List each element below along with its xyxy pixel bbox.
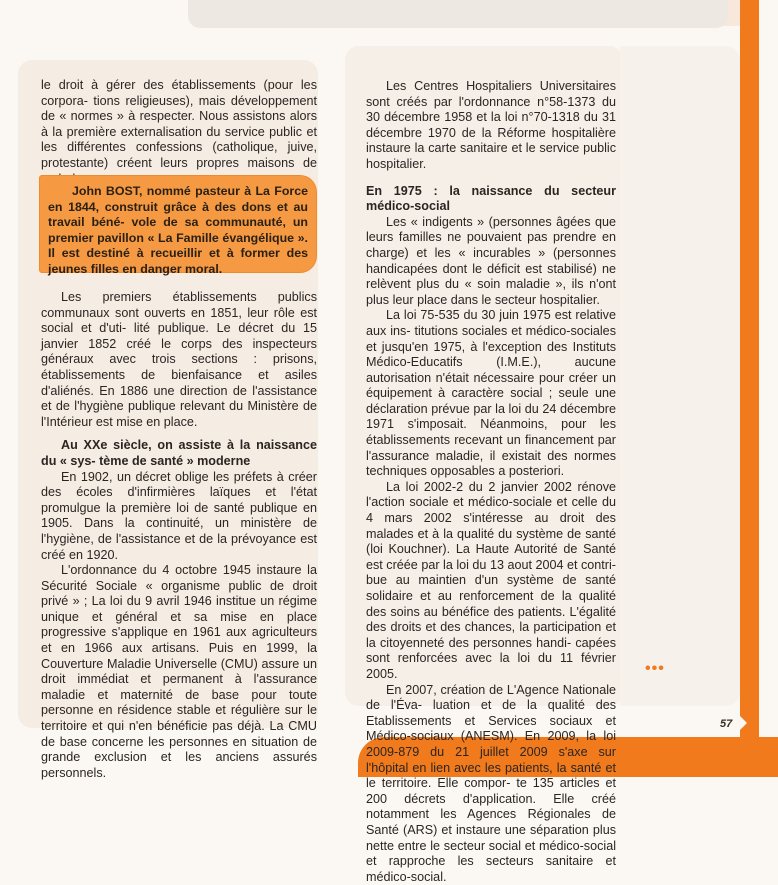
text-line: le droit à gérer des établissements (pour les corpora- [41,78,317,108]
indigents-paragraph [366,215,616,309]
text-line: titutions sociales et médico-sociales et jusqu'en 1975, [366,323,616,354]
text-line: n'en bénéficie pas déjà. La CMU de base concerne [41,719,317,749]
text-line: l'hygiène publique relevant du Ministère de l'Intérieur [41,399,317,429]
text-line: Néanmoins, pour les établissements recevant un [366,417,616,448]
text-line: par l'ordonnance n°58-1373 du 30 décembre 1958 [366,94,616,125]
text-line: s'intéresse au droit des malades et à la qualité du [366,511,616,541]
callout-line: 1844, construit grâce à des dons et au travail béné- [48,199,308,230]
text-line: Sécurité Sociale « organisme public de droit privé » ; [41,578,317,609]
decorative-dots: ••• [645,660,665,677]
text-line: à respecter. Nous assistons alors à la première [41,109,317,139]
text-line: 1961 aux agriculteurs et en 1966 aux artisans. Puis [41,625,317,656]
text-line: Réforme hospitalière instaure la carte sanitaire et le [366,125,616,156]
john-bost-callout [40,176,316,276]
text-line: sont ouverts en 1851, leur rôle est social et d'uti- [41,305,317,336]
text-line: sociale et médico-sociale et celle du 4 mars 2002 [366,495,616,526]
text-line: normes techniques opposables a posteriori. [366,448,616,479]
left-column [41,78,317,187]
callout-line: à former des jeunes filles en danger moral. [48,246,308,276]
text-line: anciens assurés personnels. [41,750,317,780]
page-chevron-icon [740,716,747,730]
text-line: aucune autorisation n'était nécessaire pour créer un [366,355,616,385]
text-line: sociaux et Médico-sociaux (ANESM). En 2009, la loi [366,713,617,744]
text-line: L'ordonnance du 4 octobre 1945 instaure la [61,563,317,578]
text-line: général et sa mise en place progressive s'applique en [41,609,318,640]
text-line: La loi 75-535 du 30 juin 1975 est relative aux ins- [366,308,616,338]
text-line: service public hospitalier. [366,141,616,171]
text-line: Les « indigents » (personnes âgées que leurs [366,214,616,245]
paragraph-1902 [41,470,317,564]
text-line: confessions (catholique, juive, protestante) créent [41,140,317,170]
heading-line: Au XXe siècle, on assiste à la naissance du « sys- [41,438,317,468]
text-line: créé notamment les Agences Régionales de Santé [366,791,616,837]
paragraph-1945 [41,563,317,781]
chu-paragraph [366,79,616,173]
text-line: assure un droit immédiat et permanent à l'assurance [41,656,317,687]
text-line: luation et de la qualité des Etablissements et Services [366,698,616,728]
text-line: n'ont plus leur place dans le secteur hospitalier. [366,277,616,307]
callout-line: Famille évangélique ». Il est destiné à recueillir et [48,230,308,261]
text-line: avec les patients, la santé et le territoire. Elle compor- [366,760,616,791]
text-line: en résidence stable et régulière sur le territoire et qui [41,703,317,734]
section-heading-20th-century [41,438,317,469]
heading-line: tème de santé » moderne [99,453,251,468]
callout-text [48,184,308,278]
text-line: la première loi de santé publique en 1905. Dans la [41,500,317,531]
text-line: Les premiers établissements publics communaux [41,290,317,320]
loi-2002-paragraph [366,480,616,683]
text-line: bue au maintien d'un système de santé solidaire et [366,573,616,603]
text-line: financement par l'assurance maladie, il existait des [366,433,616,463]
text-line: externalisation du service public et les différentes [41,124,317,155]
text-line: capées sont renforcées avec la loi du 11 février 2005. [366,635,616,681]
text-line: te 135 articles et 200 décrets d'application. Elle [366,776,617,806]
text-line: leurs propres maisons de [160,155,317,170]
text-line: d'aliénés. En 1886 une direction de l'assistance et de [41,383,317,414]
text-line: des écoles d'infirmières laïques et l'état promulgue [41,485,317,515]
text-line: lité publique. Le décret du 15 janvier 1852 créé le [41,321,317,351]
text-line: tions religieuses), mais développement de « normes » [41,93,317,124]
section-heading-1975: En 1975 : la naissance du secteur médico-social [366,183,616,214]
text-line: La loi du 9 avril 1946 institue un régime unique et [41,594,318,624]
text-line: le secteur social et médico-social et rapproche les [366,838,616,869]
text-line: et de la prévoyance est créé en 1920. [41,531,318,562]
text-line: familles ne pouvaient pas prendre en charge) et les [366,230,617,260]
text-line: secteurs sanitaire et médico-social. [366,854,616,884]
text-line: est mise en place. [95,414,198,429]
text-line: équipement à caractère social ; seule une déclaration [366,386,616,416]
text-line: prévue par la loi du 24 décembre 1971 s'imposait. [366,401,616,432]
right-margin-panel [620,46,740,706]
text-line: maladie et maternité de base pour toute personne [41,687,317,718]
text-line: au renforcement de la qualité des soins au bénéfice [366,589,617,619]
text-line: est stabilisé) ne relèvent plus du « soin maladie », ils [366,261,617,292]
text-line: continuité, un ministère de l'hygiène, de l'assistance [41,516,318,546]
text-line: en 1999, la Couverture Maladie Universelle (CMU) [41,641,317,671]
text-line: 2009-879 du 21 juillet 2009 s'axe sur l'hôpital en lien [366,744,616,775]
left-column-lower [41,290,317,781]
text-line: prisons, établissements de bienfaisance et asiles [41,352,317,382]
orange-side-bar [740,0,759,768]
text-line: corps des inspecteurs généraux avec trois sections : [41,336,317,367]
text-line: La loi 2002-2 du 2 janvier 2002 rénove l'action [366,479,616,510]
text-line: (ARS) et instaure une séparation plus nette entre [366,822,616,853]
loi-1975-paragraph [366,308,616,480]
text-line: En 1902, un décret oblige les préfets à créer [61,469,317,484]
right-column [366,79,616,885]
text-line: à l'exception des Instituts Médico-Educatifs (I.M.E.), [366,339,616,370]
text-line: En 2007, création de L'Agence Nationale de l'Éva- [366,682,616,713]
text-line: des patients. L'égalité des droits et des chances, la [366,604,616,635]
text-line: participation et la citoyenneté des personnes handi- [366,620,616,650]
text-line: Santé est créée par la loi du 13 aout 2004 et contri- [366,542,616,572]
text-line: « incurables » (personnes handicapées dont le déficit [366,245,616,276]
text-line: Les Centres Hospitaliers Universitaires sont créés [366,79,616,109]
text-line: et la loi n°70-1318 du 31 décembre 1970 de la [366,110,616,140]
text-line: les personnes en situation de grande exclusion et les [41,734,317,765]
callout-line: John BOST, nommé pasteur à La Force en [48,184,308,214]
establishments-paragraph [41,290,317,430]
page-number: 57 [720,718,733,730]
top-panel-decoration [188,0,728,28]
intro-paragraph [41,78,317,187]
paragraph-2007 [366,683,616,885]
text-line: système de santé (loi Kouchner). La Haute Autorité de [366,526,617,557]
callout-line: vole de sa communauté, un premier pavillon « La [48,215,309,245]
